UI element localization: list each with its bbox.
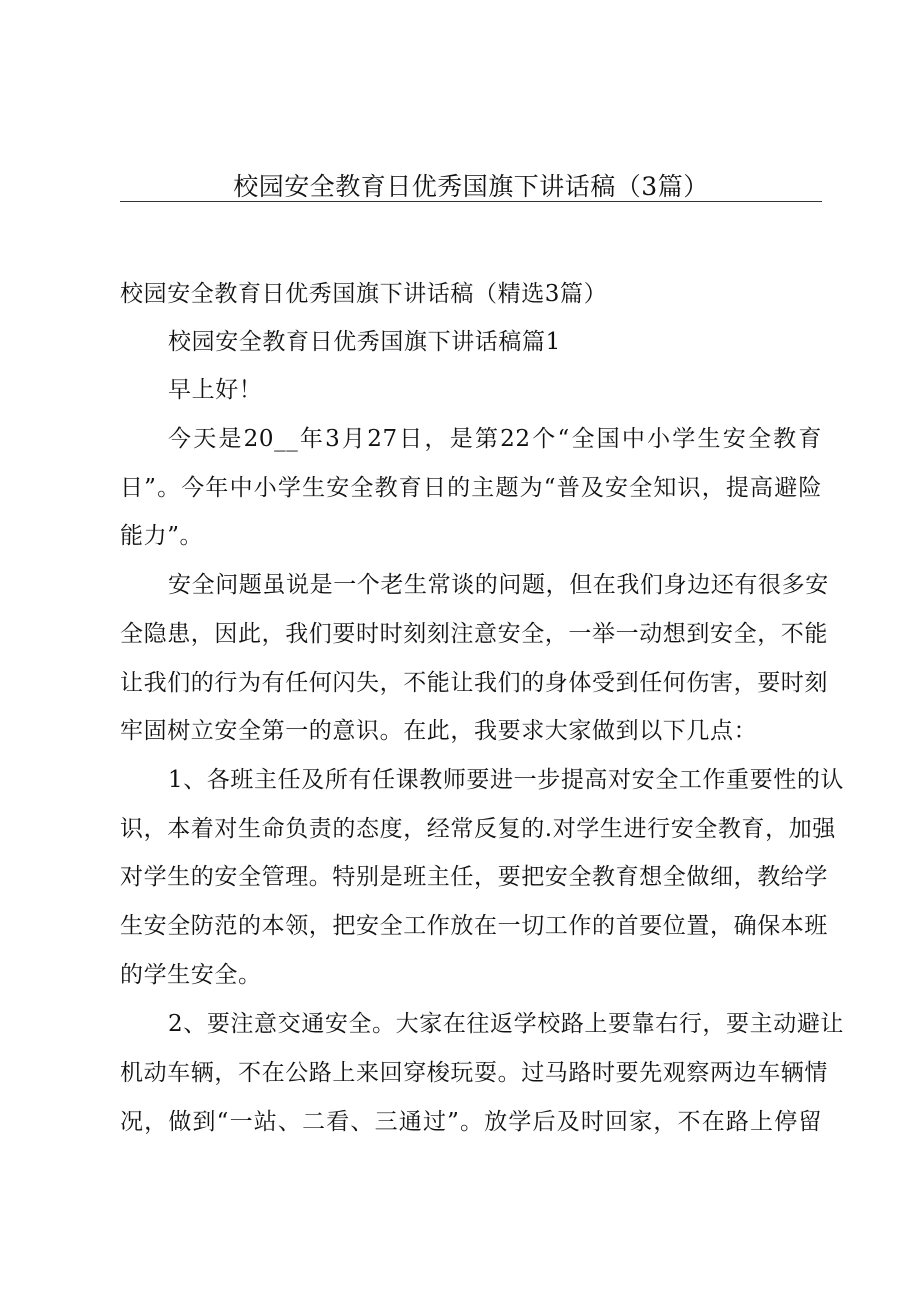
paragraph-4-line-3: 况，做到“一站、二看、三通过”。放学后及时回家，不在路上停留 <box>120 1109 822 1135</box>
paragraph-1-line-3: 能力”。 <box>120 523 204 549</box>
greeting: 早上好！ <box>168 377 263 403</box>
paragraph-1-line-1: 今天是20__年3月27日，是第22个“全国中小学生安全教育 <box>168 426 822 452</box>
paragraph-2-line-4: 牢固树立安全第一的意识。在此，我要求大家做到以下几点： <box>120 718 758 744</box>
document-title: 校园安全教育日优秀国旗下讲话稿（3篇） <box>233 172 709 201</box>
paragraph-3-line-2: 识，本着对生命负责的态度，经常反复的.对学生进行安全教育，加强 <box>120 816 836 842</box>
paragraph-3-line-3: 对学生的安全管理。特别是班主任，要把安全教育想全做细，教给学 <box>120 864 828 890</box>
paragraph-1-line-2: 日”。今年中小学生安全教育日的主题为“普及安全知识，提高避险 <box>120 475 822 501</box>
paragraph-3-line-1: 1、各班主任及所有任课教师要进一步提高对安全工作重要性的认 <box>168 767 845 793</box>
paragraph-3-line-4: 生安全防范的本领，把安全工作放在一切工作的首要位置，确保本班 <box>120 913 828 939</box>
paragraph-2-line-2: 全隐患，因此，我们要时时刻刻注意安全，一举一动想到安全，不能 <box>120 621 828 647</box>
paragraph-3-line-5: 的学生安全。 <box>120 962 262 988</box>
section-heading: 校园安全教育日优秀国旗下讲话稿篇1 <box>168 329 561 355</box>
title-underline <box>120 201 822 202</box>
document-subtitle: 校园安全教育日优秀国旗下讲话稿（精选3篇） <box>120 281 608 307</box>
paragraph-4-line-1: 2、要注意交通安全。大家在往返学校路上要靠右行，要主动避让 <box>168 1011 845 1037</box>
paragraph-2-line-1: 安全问题虽说是一个老生常谈的问题，但在我们身边还有很多安 <box>168 572 829 598</box>
paragraph-4-line-2: 机动车辆，不在公路上来回穿梭玩耍。过马路时要先观察两边车辆情 <box>120 1060 828 1086</box>
paragraph-2-line-3: 让我们的行为有任何闪失，不能让我们的身体受到任何伤害，要时刻 <box>120 670 828 696</box>
